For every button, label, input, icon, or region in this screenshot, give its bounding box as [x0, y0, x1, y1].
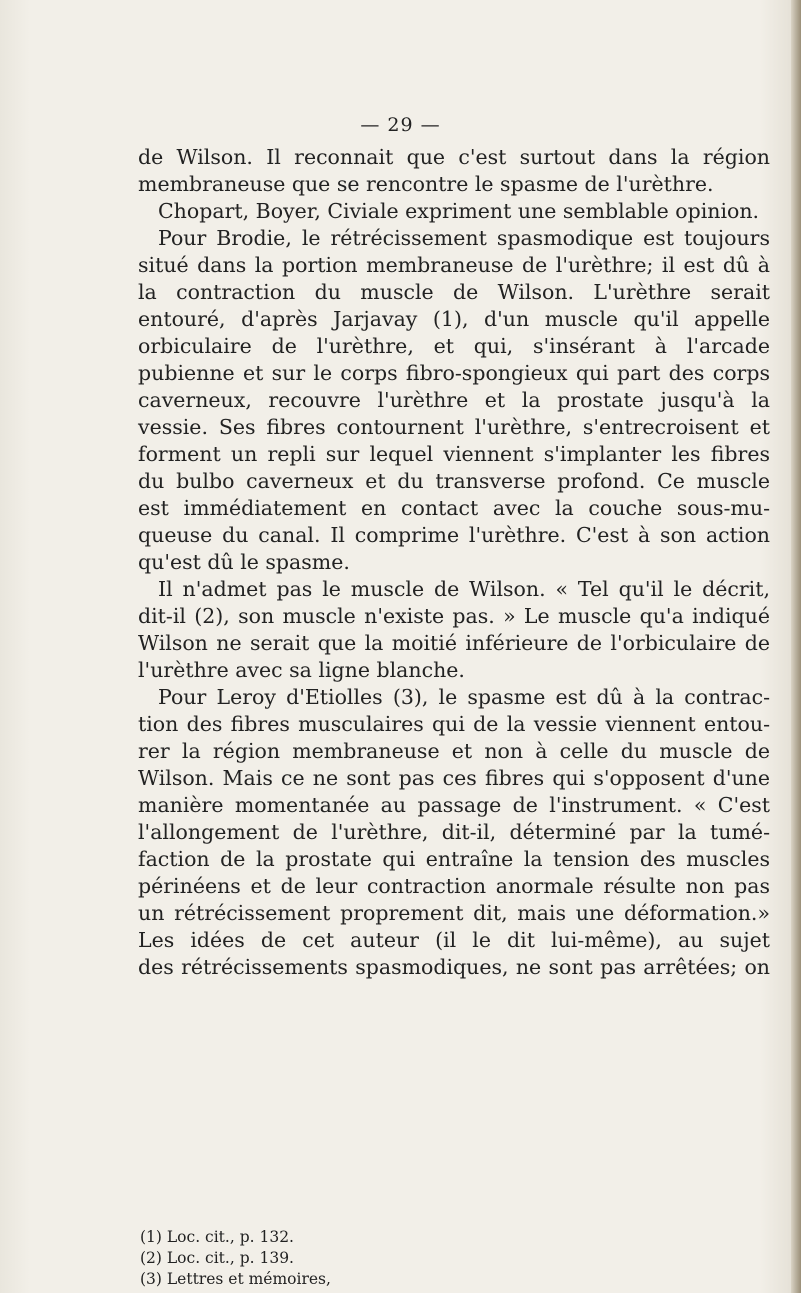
text-line: pubienne et sur le corps fibro-spongieux qui part des corps — [138, 361, 770, 385]
footnote: (2) Loc. cit., p. 139. — [140, 1249, 294, 1267]
text-line: tion des fibres musculaires qui de la vessie viennent entou- — [138, 712, 770, 736]
text-line: situé dans la portion membraneuse de l'urèthre; il est dû à — [138, 253, 770, 277]
text-line: un rétrécissement proprement dit, mais une déformation.» — [138, 901, 770, 925]
body-text — [138, 144, 770, 981]
text-line: membraneuse que se rencontre le spasme de l'urèthre. — [138, 172, 714, 196]
text-line: faction de la prostate qui entraîne la tension des muscles — [138, 847, 770, 871]
text-line: l'allongement de l'urèthre, dit-il, déterminé par la tumé- — [138, 820, 770, 844]
text-line: caverneux, recouvre l'urèthre et la prostate jusqu'à la — [138, 388, 770, 412]
text-line: manière momentanée au passage de l'instrument. « C'est — [138, 793, 770, 817]
text-line: vessie. Ses fibres contournent l'urèthre, s'entrecroisent et — [138, 415, 770, 439]
text-line: la contraction du muscle de Wilson. L'urèthre serait — [138, 280, 770, 304]
text-line: Il n'admet pas le muscle de Wilson. « Tel qu'il le décrit, — [158, 577, 770, 601]
text-line: du bulbo caverneux et du transverse profond. Ce muscle — [138, 469, 770, 493]
text-line: de Wilson. Il reconnait que c'est surtout dans la région — [138, 145, 770, 169]
text-line: Les idées de cet auteur (il le dit lui-même), au sujet — [138, 928, 770, 952]
footnote: (3) Lettres et mémoires, — [140, 1270, 331, 1288]
text-line: dit-il (2), son muscle n'existe pas. » Le muscle qu'a indiqué — [138, 604, 770, 628]
text-line: entouré, d'après Jarjavay (1), d'un muscle qu'il appelle — [138, 307, 770, 331]
page-number: — 29 — — [360, 114, 441, 136]
text-line: forment un repli sur lequel viennent s'implanter les fibres — [138, 442, 770, 466]
text-line: rer la région membraneuse et non à celle du muscle de — [138, 739, 770, 763]
text-line: queuse du canal. Il comprime l'urèthre. C'est à son action — [138, 523, 770, 547]
text-line: orbiculaire de l'urèthre, et qui, s'insérant à l'arcade — [138, 334, 770, 358]
text-line: Chopart, Boyer, Civiale expriment une semblable opinion. — [158, 199, 760, 223]
text-line: périnéens et de leur contraction anormale résulte non pas — [138, 874, 770, 898]
text-line: Pour Brodie, le rétrécissement spasmodique est toujours — [158, 226, 770, 250]
text-line: qu'est dû le spasme. — [138, 550, 350, 574]
text-line: des rétrécissements spasmodiques, ne sont pas arrêtées; on — [138, 955, 770, 979]
text-line: Wilson. Mais ce ne sont pas ces fibres qui s'opposent d'une — [138, 766, 770, 790]
text-line: l'urèthre avec sa ligne blanche. — [138, 658, 465, 682]
page-edge-shadow — [791, 0, 801, 1293]
text-line: Pour Leroy d'Etiolles (3), le spasme est dû à la contrac- — [158, 685, 770, 709]
footnote: (1) Loc. cit., p. 132. — [140, 1228, 294, 1246]
text-line: Wilson ne serait que la moitié inférieure de l'orbiculaire de — [138, 631, 770, 655]
text-line: est immédiatement en contact avec la couche sous-mu- — [138, 496, 770, 520]
footnotes — [140, 1227, 331, 1290]
